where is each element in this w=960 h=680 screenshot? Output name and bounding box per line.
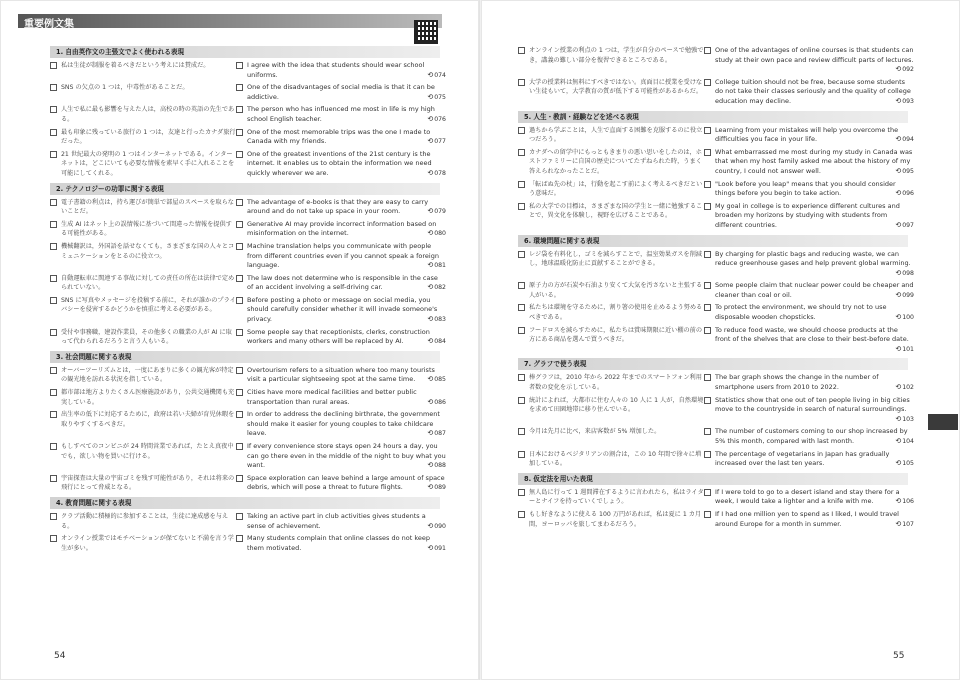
audio-track-number[interactable]: ⟲ 083 (427, 315, 446, 325)
japanese-sentence: 棒グラフは，2010 年から 2022 年までのスマートフォン利用者数の変化を示している。 (529, 374, 702, 392)
section (518, 473, 914, 529)
audio-track-number[interactable]: ⟲ 076 (427, 115, 446, 125)
english-text: To reduce food waste, we should choose products at the front of the shelves that are close to their best-before date. (715, 325, 909, 344)
audio-track-number[interactable]: ⟲ 078 (427, 169, 446, 179)
japanese-sentence: 「転ばぬ先の杖」は，行動を起こす前によく考えるべきだという意味だ。 (529, 180, 703, 198)
english-text: The bar graph shows the change in the number of smartphone users from 2010 to 2022. (715, 373, 879, 392)
checkbox-en[interactable] (704, 251, 711, 258)
japanese-sentence: 日本におけるベジタリアンの割合は，この 10 年間で徐々に増加している。 (529, 450, 702, 468)
checkbox-en[interactable] (236, 535, 243, 542)
checkbox-jp[interactable] (518, 79, 525, 86)
sentence-row (518, 488, 914, 507)
sentence-row (518, 126, 914, 145)
english-sentence (247, 83, 446, 102)
english-sentence (715, 148, 914, 177)
english-text: Taking an active part in club activities gives students a sense of achievement. (247, 511, 426, 530)
sentence-row (50, 61, 446, 80)
section (518, 46, 914, 107)
english-text: One of the greatest inventions of the 21st century is the internet. It enables us to obtain the information we need quickly wherever we are. (247, 149, 432, 177)
section (518, 111, 914, 231)
checkbox-jp[interactable] (50, 199, 57, 206)
audio-track-number[interactable]: ⟲ 089 (427, 483, 446, 493)
english-text: Learning from your mistakes will help you overcome the difficulties you face in your life. (715, 125, 899, 144)
sentence-row (50, 83, 446, 102)
checkbox-jp[interactable] (50, 329, 57, 336)
section (50, 46, 446, 179)
checkbox-jp[interactable] (518, 327, 525, 334)
japanese-sentence: 出生率の低下に対応するために，政府は若い夫婦が育児休暇を取りやすくするべきだ。 (61, 411, 235, 428)
checkbox-jp[interactable] (50, 475, 57, 482)
checkbox-jp[interactable] (518, 47, 525, 54)
audio-track-number[interactable]: ⟲ 107 (895, 520, 914, 530)
japanese-sentence: クラブ活動に積極的に参加することは，生徒に達成感を与える。 (61, 512, 229, 530)
japanese-sentence: もしすべてのコンビニが 24 時間営業であれば，たとえ真夜中でも，欲しい物を買いに行ける。 (61, 443, 234, 460)
english-sentence (715, 396, 914, 425)
checkbox-jp[interactable] (518, 251, 525, 258)
english-text: The advantage of e-books is that they are easy to carry around and do not take up space in your room. (247, 197, 429, 216)
english-sentence (715, 250, 914, 279)
section (50, 497, 446, 553)
sentence-row (50, 198, 446, 217)
english-text: The percentage of vegetarians in Japan has gradually increased over the last ten years. (715, 449, 890, 468)
japanese-sentence: 私は生徒が制服を着るべきだという考えには賛成だ。 (61, 62, 210, 69)
checkbox-en[interactable] (236, 443, 243, 450)
checkbox-en[interactable] (236, 151, 243, 158)
japanese-sentence: 機械翻訳は，外国語を話せなくても，さまざまな国の人々とコミュニケーションをとるのに役立つ。 (61, 242, 235, 260)
audio-track-number[interactable]: ⟲ 081 (427, 261, 446, 271)
audio-track-number[interactable]: ⟲ 086 (427, 398, 446, 408)
english-sentence (247, 198, 446, 217)
english-sentence (715, 46, 914, 75)
checkbox-jp[interactable] (50, 62, 57, 69)
japanese-sentence: 都市部は地方よりたくさん医療施設があり，公共交通機関も充実している。 (61, 389, 235, 406)
checkbox-jp[interactable] (518, 304, 525, 311)
english-text: If every convenience store stays open 24 hours a day, you can go there even in the middle of the night to buy what you want. (247, 442, 446, 470)
checkbox-jp[interactable] (50, 367, 57, 374)
english-sentence (247, 220, 446, 239)
audio-track-number[interactable]: ⟲ 090 (427, 522, 446, 532)
checkbox-jp[interactable] (50, 221, 57, 228)
japanese-sentence: オーバーツーリズムとは，一度にあまりに多くの観光客が特定の観光地を訪れる状況を指している。 (61, 366, 234, 384)
japanese-sentence: フードロスを減らすために，私たちは賞味期限に近い棚の前の方にある商品を選んで買うべきだ。 (529, 326, 703, 344)
english-text: In order to address the declining birthrate, the government should make it easier for young couples to take childcare leave. (247, 410, 440, 438)
audio-track-number[interactable]: ⟲ 099 (895, 291, 914, 301)
english-text: Generative AI may provide incorrect information based on misinformation on the internet. (247, 219, 437, 238)
checkbox-jp[interactable] (50, 411, 57, 418)
sentence-row (518, 326, 914, 355)
english-sentence (247, 128, 446, 147)
sentence-row (518, 148, 914, 177)
japanese-sentence: 統計によれば，大都市に住む人々の 10 人に 1 人が，自然環境を求めて田園地帯に移り住んでいる。 (529, 396, 704, 414)
checkbox-en[interactable] (704, 511, 711, 518)
qr-code-icon[interactable] (414, 20, 438, 44)
audio-track-number[interactable]: ⟲ 077 (427, 137, 446, 147)
checkbox-en[interactable] (236, 221, 243, 228)
japanese-sentence: レジ袋を有料化し，ゴミを減らすことで，温室効果ガスを削減し，地球温暖化防止に貢献することができる。 (529, 250, 702, 268)
english-text: One of the advantages of online courses is that students can study at their own pace and review difficult parts of lectures. (715, 46, 914, 64)
english-sentence (247, 534, 446, 553)
audio-track-number[interactable]: ⟲ 097 (895, 221, 914, 231)
english-text: College tuition should not be free, because some students do not take their classes seriously and the quality of college education may decline. (715, 77, 911, 105)
japanese-sentence: 原子力の方が石炭や石油より安くて大気を汚さないと主張する人がいる。 (529, 282, 703, 299)
english-text: Cities have more medical facilities and better public transportation than rural areas. (247, 388, 417, 406)
checkbox-jp[interactable] (50, 275, 57, 282)
japanese-sentence: 私たちは環境を守るために，割り箸の使用を止めるよう努めるべきである。 (529, 304, 703, 322)
checkbox-en[interactable] (236, 243, 243, 250)
japanese-sentence: 無人島に行って 1 週間滞在するように言われたら，私はライターとナイフを持っていくでしょう。 (529, 488, 704, 506)
checkbox-jp[interactable] (518, 511, 525, 518)
japanese-sentence: SNS の欠点の 1 つは，中毒性があることだ。 (61, 84, 189, 92)
english-text: One of the disadvantages of social media is that it can be addictive. (247, 83, 435, 101)
english-sentence (715, 510, 914, 529)
sentence-row (50, 105, 446, 124)
checkbox-en[interactable] (704, 374, 711, 381)
checkbox-jp[interactable] (518, 203, 525, 210)
english-sentence (715, 303, 914, 322)
checkbox-en[interactable] (236, 62, 243, 69)
english-sentence (715, 450, 914, 469)
sentence-row (50, 150, 446, 179)
audio-track-number[interactable]: ⟲ 088 (427, 461, 446, 471)
sentence-row (518, 303, 914, 322)
checkbox-en[interactable] (704, 127, 711, 134)
japanese-sentence: 宇宙探査は大量の宇宙ゴミを残す可能性があり，それは将来の飛行にとって脅威となる。 (61, 474, 235, 492)
english-text: My goal in college is to experience different cultures and broaden my horizons by studying with students from different countries. (715, 201, 900, 229)
english-text: Statistics show that one out of ten people living in big cities move to the countryside in search of natural surroundings. (715, 395, 910, 414)
section-heading: 7. グラフで使う表現 (518, 358, 908, 370)
checkbox-en[interactable] (704, 489, 711, 496)
english-sentence (247, 512, 446, 531)
english-text: To protect the environment, we should try not to use disposable wooden chopsticks. (715, 303, 887, 322)
english-text: Overtourism refers to a situation where too many tourists visit a particular sightseeing spot at the same time. (247, 365, 435, 384)
english-text: The number of customers coming to our shop increased by 5% this month, compared with last month. (715, 427, 908, 445)
audio-track-number[interactable]: ⟲ 106 (895, 497, 914, 507)
section-heading: 5. 人生・教訓・経験などを述べる表現 (518, 111, 908, 123)
sentence-row (518, 450, 914, 469)
header-bar (18, 14, 442, 28)
checkbox-jp[interactable] (518, 397, 525, 404)
english-text: Some people say that receptionists, clerks, construction workers and many others will be replaced by AI. (247, 327, 430, 346)
header-title: 重要例文集 (24, 19, 74, 30)
sentence-row (518, 373, 914, 392)
audio-track-number[interactable]: ⟲ 082 (427, 283, 446, 293)
audio-track-number[interactable]: ⟲ 104 (895, 437, 914, 447)
audio-track-number[interactable]: ⟲ 079 (427, 207, 446, 217)
checkbox-jp[interactable] (50, 151, 57, 158)
checkbox-jp[interactable] (518, 489, 525, 496)
audio-track-number[interactable]: ⟲ 096 (895, 189, 914, 199)
japanese-sentence: 人生で私に最も影響を与えた人は，高校の時の英語の先生である。 (61, 106, 235, 123)
english-sentence (247, 150, 446, 179)
checkbox-en[interactable] (236, 106, 243, 113)
japanese-sentence: 21 世紀最大の発明の 1 つはインターネットである。インターネットは，どこにいても必要な情報を素早く手に入れることを可能にしてくれる。 (61, 150, 235, 177)
audio-track-number[interactable]: ⟲ 080 (427, 229, 446, 239)
english-sentence (715, 326, 914, 355)
english-text: If I had one million yen to spend as I liked, I would travel around Europe for a month in summer. (715, 509, 899, 528)
gutter (479, 0, 481, 680)
audio-track-number[interactable]: ⟲ 074 (427, 71, 446, 81)
sentence-row (50, 296, 446, 325)
japanese-sentence: 大学の授業料は無料にすべきではない。真面目に授業を受けない生徒もいて，大学教育の質が低下する可能性があるからだ。 (529, 78, 703, 96)
audio-track-number[interactable]: ⟲ 105 (895, 459, 914, 469)
checkbox-en[interactable] (704, 451, 711, 458)
checkbox-en[interactable] (704, 304, 711, 311)
english-sentence (247, 328, 446, 347)
checkbox-en[interactable] (704, 79, 711, 86)
checkbox-en[interactable] (704, 428, 711, 435)
japanese-sentence: 今月は先月に比べ，来店客数が 5% 増加した。 (529, 428, 661, 436)
sentence-row (50, 220, 446, 239)
page-number-right: 55 (893, 651, 905, 661)
sentence-row (518, 510, 914, 529)
sentence-row (518, 281, 914, 300)
checkbox-jp[interactable] (50, 243, 57, 250)
checkbox-jp[interactable] (518, 451, 525, 458)
checkbox-en[interactable] (704, 203, 711, 210)
checkbox-en[interactable] (704, 397, 711, 404)
audio-track-number[interactable]: ⟲ 075 (427, 93, 446, 103)
audio-track-number[interactable]: ⟲ 085 (427, 375, 446, 385)
japanese-sentence: カナダへの留学中にもっともきまりの悪い思いをしたのは，ホストファミリーに自国の歴史についてたずねられた時，うまく答えられなかったことだ。 (529, 148, 702, 175)
english-text: If I were told to go to a desert island and stay there for a week, I would take a lighter and a knife with me. (715, 487, 900, 506)
japanese-sentence: 電子書籍の利点は，持ち運びが簡単で部屋のスペースを取らないことだ。 (61, 198, 234, 216)
section (518, 358, 914, 468)
checkbox-en[interactable] (704, 282, 711, 289)
checkbox-en[interactable] (236, 329, 243, 336)
right-column (518, 46, 914, 533)
english-sentence (247, 474, 446, 493)
sentence-row (50, 410, 446, 439)
checkbox-jp[interactable] (50, 106, 57, 113)
checkbox-jp[interactable] (50, 129, 57, 136)
japanese-sentence: 生成 AI はネット上の誤情報に基づいて間違った情報を提供する可能性がある。 (61, 220, 232, 238)
japanese-sentence: 私の大学での目標は，さまざまな国の学生と一緒に勉強することで，異文化を体験し，視野を広げることである。 (529, 202, 703, 220)
section (50, 351, 446, 493)
japanese-sentence: オンライン授業の利点の 1 つは，学生が自分のペースで勉強でき，講義の難しい部分を復習できるところである。 (529, 47, 704, 64)
sentence-row (518, 78, 914, 107)
left-column (50, 46, 446, 557)
japanese-sentence: SNS に写真やメッセージを投稿する前に，それが誰かのプライバシーを侵害するかどうかを慎重に考える必要がある。 (61, 296, 236, 314)
audio-track-number[interactable]: ⟲ 087 (427, 429, 446, 439)
checkbox-en[interactable] (236, 475, 243, 482)
checkbox-jp[interactable] (50, 84, 57, 91)
english-sentence (247, 242, 446, 271)
section-heading: 8. 仮定法を用いた表現 (518, 473, 908, 485)
audio-track-number[interactable]: ⟲ 102 (895, 383, 914, 393)
sentence-row (518, 202, 914, 231)
audio-track-number[interactable]: ⟲ 091 (427, 544, 446, 554)
english-sentence (715, 488, 914, 507)
checkbox-jp[interactable] (518, 282, 525, 289)
audio-track-number[interactable]: ⟲ 101 (895, 345, 914, 355)
audio-track-number[interactable]: ⟲ 084 (427, 337, 446, 347)
english-text: "Look before you leap" means that you should consider things before you begin to take action. (715, 179, 896, 198)
section-heading: 1. 自由英作文の主張文でよく使われる表現 (50, 46, 440, 58)
audio-track-number[interactable]: ⟲ 093 (895, 97, 914, 107)
english-text: I agree with the idea that students should wear school uniforms. (247, 61, 425, 79)
audio-track-number[interactable]: ⟲ 103 (895, 415, 914, 425)
checkbox-jp[interactable] (50, 297, 57, 304)
audio-track-number[interactable]: ⟲ 100 (895, 313, 914, 323)
english-sentence (247, 442, 446, 471)
checkbox-jp[interactable] (50, 389, 57, 396)
english-text: Space exploration can leave behind a large amount of space debris, which will pose a threat to future flights. (247, 473, 445, 492)
sentence-row (50, 474, 446, 493)
checkbox-en[interactable] (236, 84, 243, 91)
english-text: Machine translation helps you communicate with people from different countries even if you cannot speak a foreign language. (247, 241, 439, 270)
english-text: Many students complain that online classes do not keep them motivated. (247, 534, 430, 552)
checkbox-jp[interactable] (50, 443, 57, 450)
index-tab (928, 414, 958, 430)
checkbox-en[interactable] (704, 47, 711, 54)
page-number-left: 54 (54, 651, 66, 661)
checkbox-jp[interactable] (518, 428, 525, 435)
english-sentence (715, 373, 914, 392)
english-sentence (715, 78, 914, 107)
sentence-row (50, 512, 446, 531)
english-text: What embarrassed me most during my study in Canada was that when my host family asked me about the history of my country, I could not answer well. (715, 147, 913, 175)
sentence-row (50, 366, 446, 385)
english-text: Some people claim that nuclear power could be cheaper and cleaner than coal or oil. (715, 281, 914, 299)
sentence-row (50, 242, 446, 271)
japanese-sentence: 自動運転車に関連する事故に対しての責任の所在は法律で定められていない。 (61, 274, 235, 292)
japanese-sentence: もし好きなように使える 100 万円があれば，私は夏に 1 カ月間，ヨーロッパを旅してまわるだろう。 (529, 510, 702, 528)
english-sentence (247, 274, 446, 293)
checkbox-jp[interactable] (518, 181, 525, 188)
english-sentence (715, 427, 914, 446)
english-text: The law does not determine who is responsible in the case of an accident involving a self-driving car. (247, 273, 438, 292)
checkbox-en[interactable] (236, 513, 243, 520)
english-sentence (715, 126, 914, 145)
section-heading: 2. テクノロジーの功罪に関する表現 (50, 183, 440, 195)
checkbox-en[interactable] (236, 297, 243, 304)
sentence-row (518, 46, 914, 75)
sentence-row (50, 128, 446, 147)
english-text: By charging for plastic bags and reducing waste, we can reduce greenhouse gases and help prevent global warming. (715, 249, 911, 268)
checkbox-jp[interactable] (518, 127, 525, 134)
english-sentence (247, 388, 446, 407)
sentence-row (50, 534, 446, 553)
sentence-row (518, 180, 914, 199)
japanese-sentence: オンライン授業ではモチベーションが保てないと不満を言う学生が多い。 (61, 535, 234, 552)
section-heading: 4. 教育問題に関する表現 (50, 497, 440, 509)
english-sentence (247, 61, 446, 80)
checkbox-en[interactable] (704, 327, 711, 334)
section-heading: 6. 環境問題に関する表現 (518, 235, 908, 247)
sentence-row (50, 388, 446, 407)
sentence-row (518, 250, 914, 279)
checkbox-en[interactable] (236, 129, 243, 136)
sentence-row (50, 328, 446, 347)
english-sentence (715, 202, 914, 231)
english-text: Before posting a photo or message on social media, you should carefully consider whether it will invade someone's privacy. (247, 295, 438, 324)
sentence-row (518, 427, 914, 446)
checkbox-en[interactable] (704, 181, 711, 188)
checkbox-en[interactable] (236, 411, 243, 418)
section-heading: 3. 社会問題に関する表現 (50, 351, 440, 363)
japanese-sentence: 過ちから学ぶことは，人生で直面する困難を克服するのに役立つだろう。 (529, 126, 703, 144)
section (50, 183, 446, 347)
checkbox-jp[interactable] (50, 535, 57, 542)
english-sentence (247, 105, 446, 124)
sentence-row (50, 274, 446, 293)
checkbox-en[interactable] (236, 275, 243, 282)
checkbox-en[interactable] (704, 149, 711, 156)
english-sentence (715, 281, 914, 300)
audio-track-number[interactable]: ⟲ 095 (895, 167, 914, 177)
english-sentence (715, 180, 914, 199)
checkbox-jp[interactable] (50, 513, 57, 520)
section (518, 235, 914, 355)
checkbox-en[interactable] (236, 367, 243, 374)
audio-track-number[interactable]: ⟲ 098 (895, 269, 914, 279)
english-text: The person who has influenced me most in life is my high school English teacher. (247, 105, 435, 123)
audio-track-number[interactable]: ⟲ 094 (895, 135, 914, 145)
english-sentence (247, 366, 446, 385)
checkbox-jp[interactable] (518, 149, 525, 156)
checkbox-en[interactable] (236, 389, 243, 396)
sentence-row (518, 396, 914, 425)
english-text: One of the most memorable trips was the one I made to Canada with my friends. (247, 127, 431, 146)
english-sentence (247, 410, 446, 439)
checkbox-jp[interactable] (518, 374, 525, 381)
english-sentence (247, 296, 446, 325)
japanese-sentence: 受付や事務職，建設作業員，その他多くの職業の人が AI に取って代わられるだろうと言う人もいる。 (61, 328, 232, 346)
sentence-row (50, 442, 446, 471)
audio-track-number[interactable]: ⟲ 092 (895, 65, 914, 75)
checkbox-en[interactable] (236, 199, 243, 206)
japanese-sentence: 最も印象に残っている旅行の 1 つは，友達と行ったカナダ旅行だった。 (61, 128, 236, 146)
